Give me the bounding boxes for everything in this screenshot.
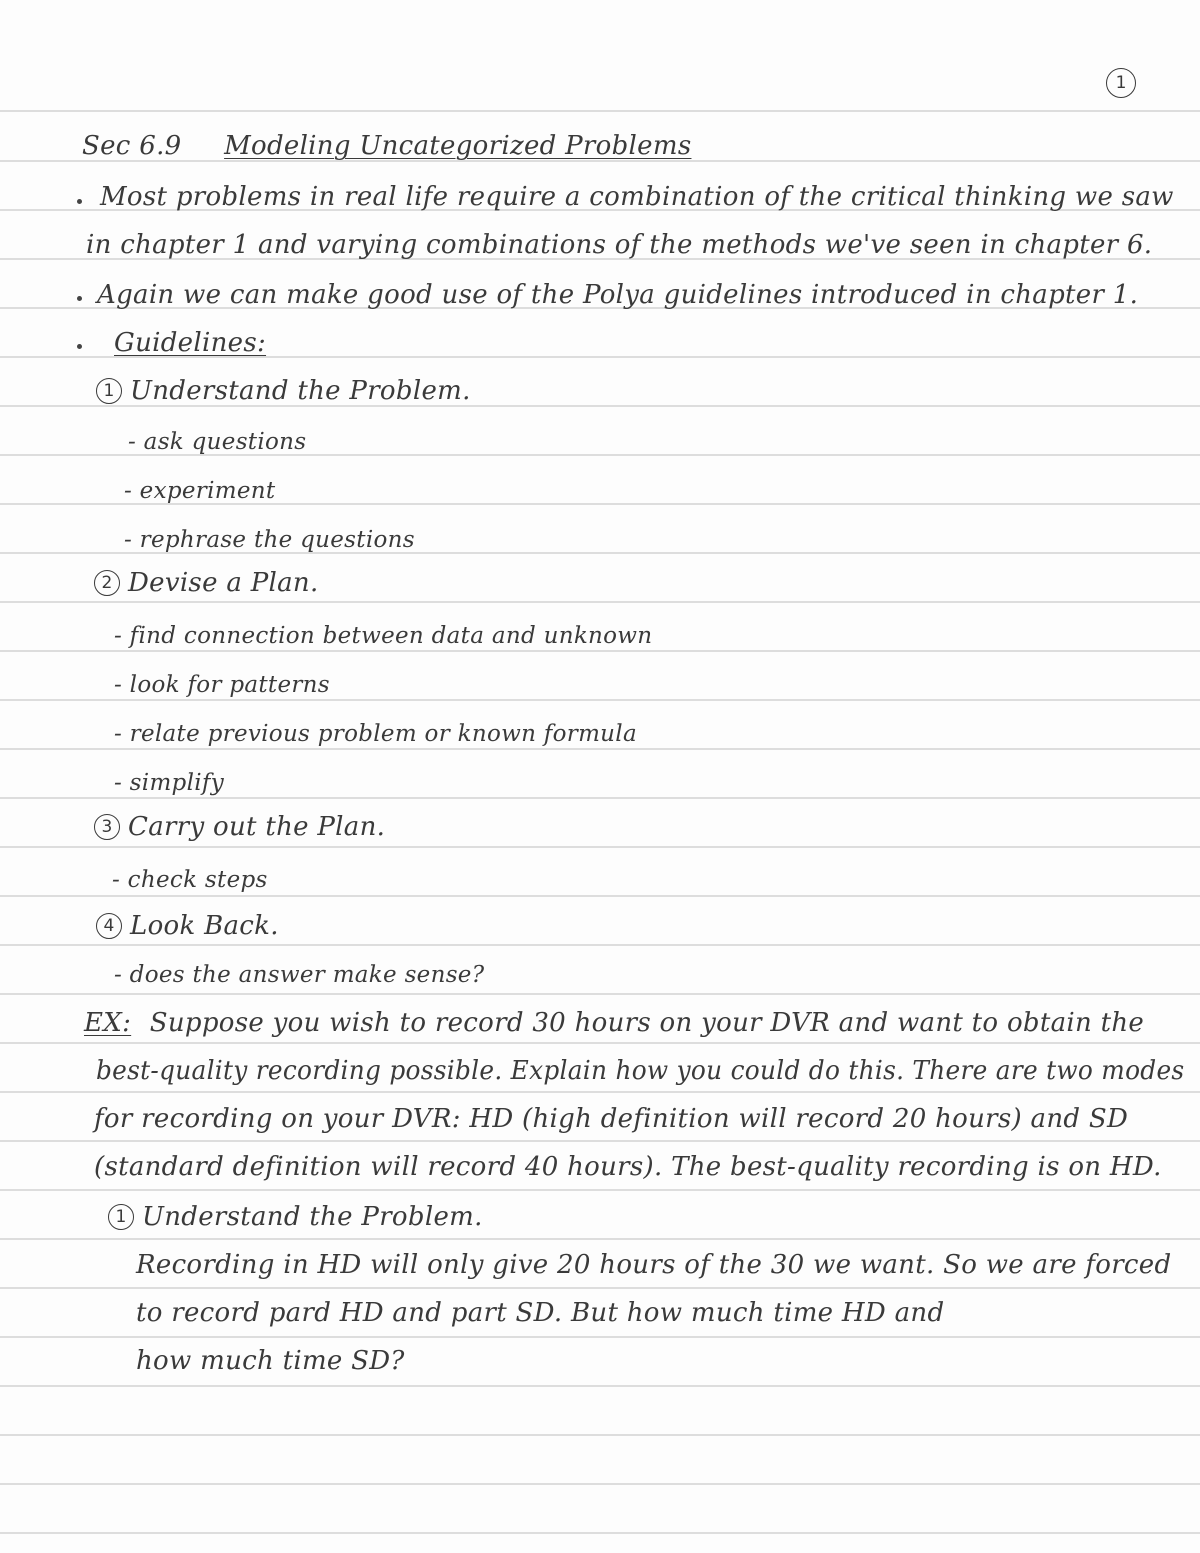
bullet-dot: [77, 296, 82, 301]
answer-line-1: Recording in HD will only give 20 hours of the 30 we want. So we are forced: [136, 1250, 1172, 1280]
step-3-title: [94, 812, 385, 842]
example-line-3: for recording on your DVR: HD (high definition will record 20 hours) and SD: [94, 1104, 1129, 1134]
step-2-item: - find connection between data and unknown: [114, 623, 653, 649]
step-number-circle: 1: [108, 1204, 134, 1230]
example-step-label: Understand the Problem.: [142, 1202, 483, 1232]
section-heading: Modeling Uncategorized Problems: [224, 131, 692, 161]
step-1-item: - ask questions: [128, 429, 307, 455]
example-line-1: [84, 1008, 1144, 1038]
step-number-circle: 2: [94, 570, 120, 596]
bullet-1-line-1: Most problems in real life require a combination of the critical thinking we saw: [100, 182, 1174, 212]
example-step-title: [108, 1202, 483, 1232]
step-3-label: Carry out the Plan.: [128, 812, 386, 842]
step-2-item: - simplify: [114, 770, 224, 796]
step-2-title: [94, 568, 319, 598]
example-text: Suppose you wish to record 30 hours on your DVR and want to obtain the: [149, 1008, 1145, 1038]
bullet-dot: [77, 344, 82, 349]
page-title: [82, 131, 691, 161]
step-2-item: - relate previous problem or known formula: [114, 721, 637, 747]
answer-line-2: to record pard HD and part SD. But how much time HD and: [136, 1298, 945, 1328]
example-line-4: (standard definition will record 40 hours). The best-quality recording is on HD.: [94, 1152, 1162, 1182]
bullet-2-line-1: Again we can make good use of the Polya guidelines introduced in chapter 1.: [97, 280, 1139, 310]
answer-line-3: how much time SD?: [136, 1346, 405, 1376]
step-number-circle: 3: [94, 814, 120, 840]
step-number-circle: 1: [96, 378, 122, 404]
step-1-item: - experiment: [124, 478, 276, 504]
step-4-label: Look Back.: [130, 911, 279, 941]
bullet-1-line-2: in chapter 1 and varying combinations of the methods we've seen in chapter 6.: [86, 230, 1153, 260]
step-2-item: - look for patterns: [114, 672, 330, 698]
step-4-item: - does the answer make sense?: [114, 962, 485, 988]
example-label: EX:: [84, 1008, 132, 1038]
step-3-item: - check steps: [112, 867, 268, 893]
step-1-title: [96, 376, 471, 406]
guidelines-label: Guidelines:: [114, 328, 267, 358]
section-number: Sec 6.9: [82, 131, 182, 161]
bullet-dot: [77, 199, 82, 204]
page-number: 1: [1106, 68, 1136, 98]
step-number-circle: 4: [96, 913, 122, 939]
example-line-2: best-quality recording possible. Explain how you could do this. There are two modes: [96, 1056, 1185, 1086]
step-1-label: Understand the Problem.: [130, 376, 471, 406]
step-2-label: Devise a Plan.: [128, 568, 319, 598]
step-4-title: [96, 911, 279, 941]
step-1-item: - rephrase the questions: [124, 527, 415, 553]
